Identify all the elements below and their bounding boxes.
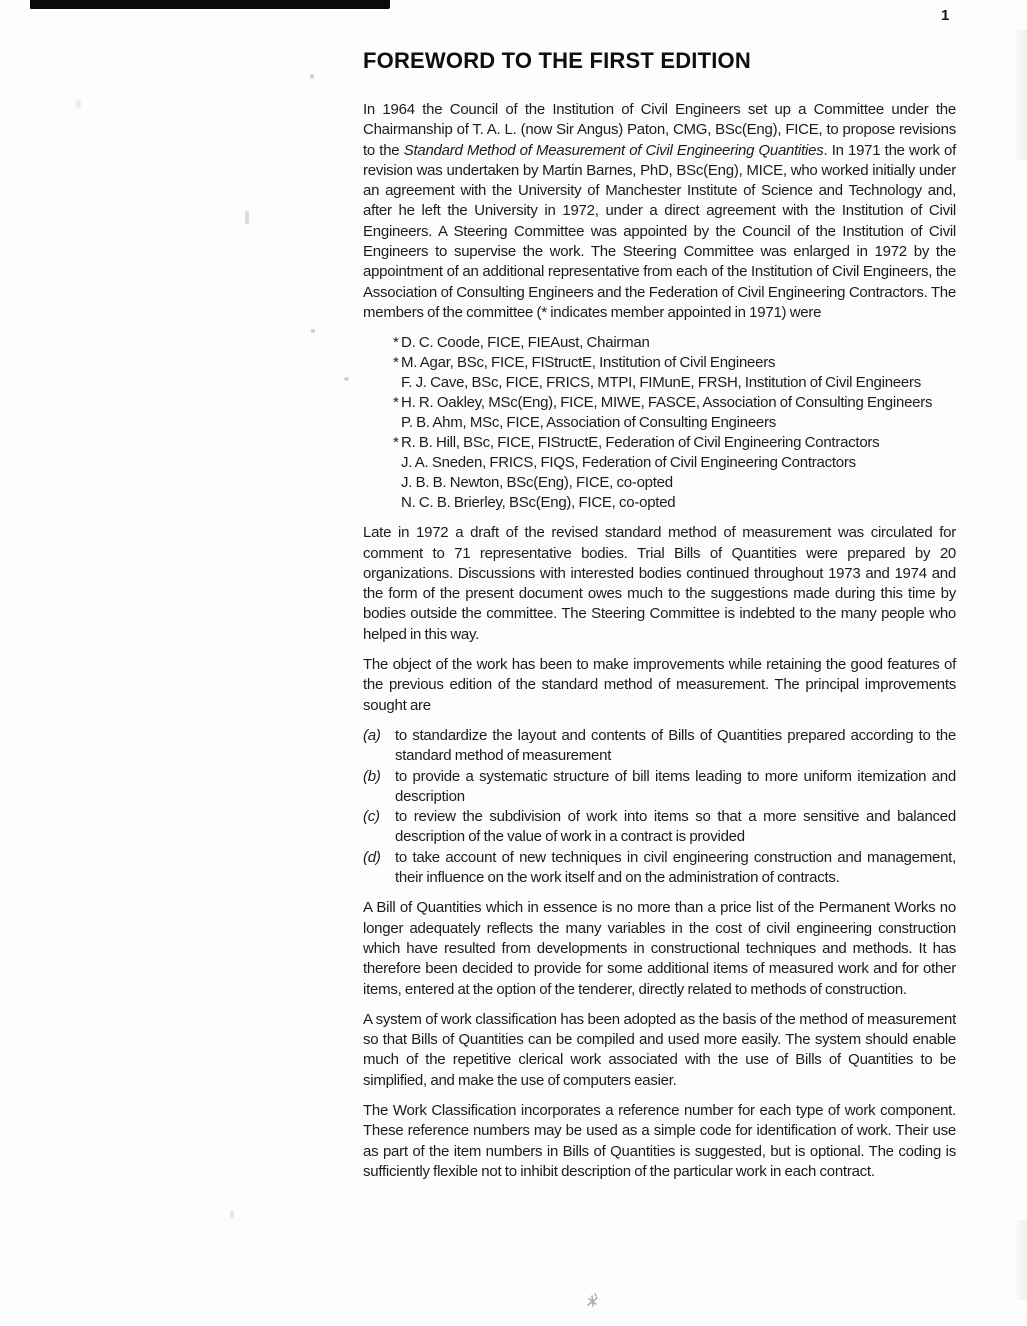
improvement-label: (c) — [363, 808, 380, 826]
member-row-oakley — [363, 393, 956, 413]
member-text: H. R. Oakley, MSc(Eng), FICE, MIWE, FASCE, Association of Consulting Engineers — [401, 394, 933, 412]
improvements-list — [363, 726, 956, 888]
member-text: J. B. B. Newton, BSc(Eng), FICE, co-opted — [401, 474, 673, 492]
intro-text-after-italic: . In 1971 the work of revision was undertaken by Martin Barnes, PhD, BSc(Eng), MICE, who worked initially under an agreement with the University of Manchester Institute of Science and Technology and, after he left the University in 1972, under a direct agreement with the Institution of Civil Engineers. A Steering Committee was appointed by the Council of the Institution of Civil Engineers to supervise the work. The Steering Committee was enlarged in 1972 by the appointment of an additional representative from each of the Institution of Civil Engineers, the Association of Consulting Engineers and the Federation of Civil Engineering Contractors. The members of the committee (* indicates member appointed in 1971) were — [363, 141, 956, 321]
member-text: D. C. Coode, FICE, FIEAust, Chairman — [401, 334, 650, 352]
committee-member-list — [363, 333, 956, 513]
improvement-label: (b) — [363, 767, 381, 785]
paragraph-reference-numbers: The Work Classification incorporates a reference number for each type of work component. These reference numbers may be used as a simple code for identification of work. Their use as part of the item numbers in Bills of Quantities is suggested, but is optional. The coding is sufficiently flexible not to inhibit description of the particular work in each contract. — [363, 1101, 956, 1180]
member-row-sneden — [363, 453, 956, 473]
member-text: M. Agar, BSc, FICE, FIStructE, Institution of Civil Engineers — [401, 354, 776, 372]
scan-speck-artifact — [76, 100, 81, 108]
page-title: FOREWORD TO THE FIRST EDITION — [363, 48, 751, 73]
member-text: F. J. Cave, BSc, FICE, FRICS, MTPI, FIMunE, FRSH, Institution of Civil Engineers — [401, 374, 921, 392]
page-number: 1 — [941, 7, 950, 24]
member-row-brierley — [363, 493, 956, 513]
improvement-item-a — [363, 726, 956, 767]
ink-smudge-artifact — [585, 1291, 601, 1314]
scan-edge-bar-artifact — [30, 0, 390, 9]
scan-speck-artifact — [310, 74, 314, 79]
intro-text-before-italic: In 1964 the Council of the Institution of Civil Engineers set up a Committee under the Chairmanship of T. A. L. (now Sir Angus) Paton, CMG, BSc(Eng), FICE, to propose revisions to the — [363, 101, 956, 159]
improvement-text: to review the subdivision of work into items so that a more sensitive and balanced description of the value of work in a contract is provided — [395, 808, 956, 846]
member-text: J. A. Sneden, FRICS, FIQS, Federation of Civil Engineering Contractors — [401, 454, 856, 472]
scan-edge-shade-artifact — [1013, 1220, 1027, 1300]
improvement-item-b — [363, 767, 956, 808]
scan-speck-artifact — [245, 211, 249, 224]
member-row-hill — [363, 433, 956, 453]
appointed-1971-marker: * — [393, 334, 399, 352]
improvement-item-c — [363, 807, 956, 848]
member-text: P. B. Ahm, MSc, FICE, Association of Consulting Engineers — [401, 414, 776, 432]
improvement-text: to take account of new techniques in civil engineering construction and management, their influence on the work itself and on the administration of contracts. — [395, 848, 956, 887]
scan-speck-artifact — [230, 1210, 234, 1219]
member-row-ahm — [363, 413, 956, 433]
appointed-1971-marker: * — [393, 394, 399, 412]
improvement-label: (d) — [363, 848, 381, 866]
intro-paragraph — [363, 100, 956, 323]
improvement-text: to provide a systematic structure of bill items leading to more uniform itemization and description — [395, 767, 956, 805]
member-text: R. B. Hill, BSc, FICE, FIStructE, Federation of Civil Engineering Contractors — [401, 434, 880, 452]
member-text: N. C. B. Brierley, BSc(Eng), FICE, co-opted — [401, 494, 676, 512]
improvement-item-d — [363, 848, 956, 889]
text-column — [363, 48, 956, 1182]
appointed-1971-marker: * — [393, 434, 399, 452]
member-row-agar — [363, 353, 956, 373]
paragraph-object-of-work: The object of the work has been to make improvements while retaining the good features of the previous edition of the standard method of measurement. The principal improvements sought are — [363, 656, 956, 714]
scan-speck-artifact — [311, 329, 315, 333]
member-row-newton — [363, 473, 956, 493]
paragraph-work-classification-system: A system of work classification has been adopted as the basis of the method of measurement so that Bills of Quantities can be compiled and used more easily. The system should enable much of the repetitive clerical work associated with the use of Bills of Quantities to be simplified, and make the use of computers easier. — [363, 1010, 956, 1089]
scan-speck-artifact — [344, 377, 349, 381]
appointed-1971-marker: * — [393, 354, 399, 372]
paragraph-bill-of-quantities: A Bill of Quantities which in essence is no more than a price list of the Permanent Works no longer adequately reflects the many variables in the cost of civil engineering construction which have resulted from developments in constructional techniques and methods. It has therefore been decided to provide for some additional items of measured work and for other items, entered at the option of the tenderer, directly related to methods of construction. — [363, 899, 956, 998]
improvement-text: to standardize the layout and contents of Bills of Quantities prepared according to the standard method of measurement — [395, 726, 956, 765]
scan-edge-shade-artifact — [1013, 30, 1027, 160]
paragraph-draft-circulation: Late in 1972 a draft of the revised standard method of measurement was circulated for comment to 71 representative bodies. Trial Bills of Quantities were prepared by 20 organizations. Discussions with interested bodies continued throughout 1973 and 1974 and the form of the present document owes much to the suggestions made during this time by bodies outside the committee. The Steering Committee is indebted to the many people who helped in this way. — [363, 524, 956, 643]
referenced-book-title: Standard Method of Measurement of Civil Engineering Quantities — [403, 141, 824, 159]
member-row-cave — [363, 373, 956, 393]
member-row-coode — [363, 333, 956, 353]
improvement-label: (a) — [363, 726, 381, 744]
